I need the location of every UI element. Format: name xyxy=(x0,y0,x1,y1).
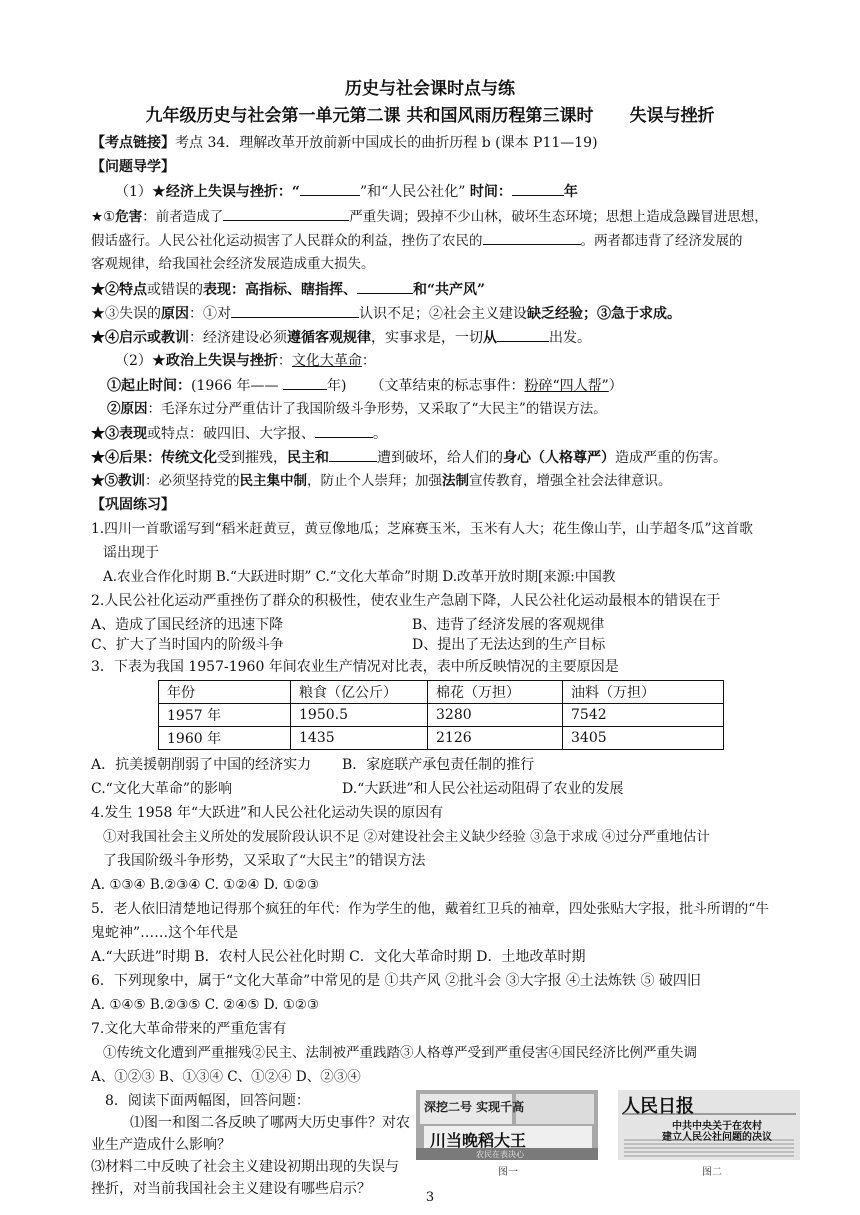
lesson-label: ★④启示或教训 xyxy=(91,330,189,346)
period-line xyxy=(107,375,623,396)
econ-heading: 经济上失误与挫折： xyxy=(165,184,292,200)
harm-line xyxy=(91,206,768,227)
kaodian-line xyxy=(91,133,598,153)
cause-label: 原因 xyxy=(161,306,189,322)
consequence-text-d: 身心（人格尊严） xyxy=(503,450,615,466)
period-start: (1966 年—— xyxy=(191,378,279,394)
q8-part2-a: ⑶材料二中反映了社会主义建设初期出现的失误与 xyxy=(91,1159,399,1175)
q3-option-c: C.“文化大革命”的影响 xyxy=(91,781,232,797)
q3-option-a: A．抗美援朝削弱了中国的经济实力 xyxy=(91,757,312,773)
q8-part1-a: ⑴图一和图二各反映了哪两大历史事件？对农 xyxy=(130,1115,410,1131)
reason-line xyxy=(107,399,607,419)
q2-option-d: D、提出了无法达到的生产目标 xyxy=(412,637,606,653)
lesson-text-d: 从 xyxy=(483,330,497,346)
table-cell: 3280 xyxy=(428,704,563,727)
cause-line xyxy=(91,303,681,324)
econ-quote-open: “ xyxy=(291,184,300,200)
blank-field[interactable] xyxy=(512,181,564,196)
lesson2-text-e: 宣传教育，增强全社会法律意识。 xyxy=(469,473,672,489)
table-header-cell: 油料（万担） xyxy=(563,681,724,704)
blank-field[interactable] xyxy=(223,206,349,221)
manifest-end: 。 xyxy=(373,426,387,442)
period-note: （文革结束的标志事件： xyxy=(370,378,525,394)
table-header-cell: 年份 xyxy=(159,681,291,704)
politics-colon: ： xyxy=(277,353,292,369)
figure-two-newspaper xyxy=(618,1090,800,1160)
lesson-text-c: ，实事求是，一切 xyxy=(371,330,483,346)
cause-star: ★③失误的 xyxy=(91,306,161,322)
feature-text: 表现：高指标、瞎指挥、 xyxy=(203,282,357,298)
lesson-text-a: ：经济建设必须 xyxy=(189,330,287,346)
blank-field[interactable] xyxy=(497,327,549,342)
consequence-label: ★④后果：传统文化 xyxy=(91,450,217,466)
table-cell: 1960 年 xyxy=(159,727,291,750)
period-label: ①起止时间： xyxy=(107,378,191,394)
period-end: 年) xyxy=(327,378,347,394)
blank-field[interactable] xyxy=(483,230,581,245)
blank-field[interactable] xyxy=(357,279,413,294)
feature-line xyxy=(91,279,485,300)
econ-time-label: 时间： xyxy=(469,184,512,200)
period-close: ） xyxy=(608,378,623,394)
harm-text-d: 。两者都违背了经济发展的 xyxy=(580,233,743,249)
figure-one-banner-a: 深挖二号 实现千高 xyxy=(424,1100,525,1114)
q4-stem: 4.发生 1958 年“大跃进”和人民公社化运动失误的原因有 xyxy=(91,805,444,821)
page-number: 3 xyxy=(425,1190,435,1205)
blank-field[interactable] xyxy=(231,303,359,318)
q8-part2-b: 挫折，对当前我国社会主义建设有哪些启示？ xyxy=(91,1181,371,1197)
table-header-cell: 粮食（亿公斤） xyxy=(291,681,428,704)
blank-field[interactable] xyxy=(300,181,360,196)
figure-one-banner-b: 川当晚稻大王 xyxy=(430,1131,527,1150)
kaodian-text: 考点 34．理解改革开放前新中国成长的曲折历程 b (课本 P11—19) xyxy=(175,135,598,151)
q2-option-a: A、造成了国民经济的迅速下降 xyxy=(91,617,284,633)
politics-section-heading xyxy=(115,351,376,371)
harm-text-a: ：前者造成了 xyxy=(142,209,224,225)
econ-quote-rest: ”和“人民公社化” xyxy=(359,184,470,200)
reason-label: ②原因 xyxy=(107,401,148,417)
lesson2-text-c: ，防止个人崇拜；加强 xyxy=(307,473,442,489)
q1-stem: 1.四川一首歌谣写到“稻米赶黄豆，黄豆像地瓜；芝麻赛玉米，玉米有人大；花生像山芋，山芋超冬瓜”这首歌 xyxy=(91,521,753,537)
q4-item-1: ①对我国社会主义所处的发展阶段认识不足 ②对建设社会主义缺少经验 ③急于求成 ④过分严重地估计 xyxy=(103,829,710,845)
q3-stem: 3．下表为我国 1957-1960 年间农业生产情况对比表，表中所反映情况的主要原因是 xyxy=(91,659,619,675)
consequence-text-c: 遭到破坏，给人们的 xyxy=(377,450,503,466)
lesson-text-b: 遵循客观规律 xyxy=(287,330,371,346)
lesson-title-main: 九年级历史与社会第一单元第二课 共和国风雨历程第三课时 xyxy=(145,106,594,126)
harm-text-c: 假话盛行。人民公社化运动损害了人民群众的利益，挫伤了农民的 xyxy=(91,233,483,249)
table-header-row xyxy=(159,681,724,704)
wenti-label: 【问题导学】 xyxy=(91,159,175,175)
table-cell: 1957 年 xyxy=(159,704,291,727)
q8-stem: 8．阅读下面两幅图，回答问题： xyxy=(105,1093,310,1109)
manifest-text: 或特点：破四旧、大字报、 xyxy=(147,426,315,442)
consequence-text-a: 受到摧残， xyxy=(217,450,287,466)
harm-text-b: 严重失调；毁掉不少山林，破坏生态环境；思想上造成急躁冒进思想， xyxy=(349,209,768,225)
practice-label: 【巩固练习】 xyxy=(91,497,175,513)
period-event: 粉碎“四人帮” xyxy=(524,378,609,394)
q4-item-2: 了我国阶级斗争形势，又采取了“大民主”的错误方法 xyxy=(103,853,426,869)
harm-line-2 xyxy=(91,230,743,251)
q5-options: A.“大跃进”时期 B．农村人民公社化时期 C．文化大革命时期 D．土地改革时期 xyxy=(91,949,586,965)
table-cell: 1435 xyxy=(291,727,428,750)
harm-label: 危害 xyxy=(115,209,143,225)
q2-stem: 2.人民公社化运动严重挫伤了群众的积极性，使农业生产急剧下降，人民公社化运动最根本的错误在于 xyxy=(91,593,721,609)
harm-line-3: 客观规律，给我国社会经济发展造成重大损失。 xyxy=(91,256,375,272)
manifest-label: ★③表现 xyxy=(91,426,147,442)
feature-label: ★②特点 xyxy=(91,282,147,298)
page-title: 历史与社会课时点与练 xyxy=(345,79,515,99)
q2-option-b: B、违背了经济发展的客观规律 xyxy=(412,617,605,633)
feature-mid: 或错误的 xyxy=(147,282,203,298)
manifest-line xyxy=(91,423,387,444)
q6-stem: 6．下列现象中，属于“文化大革命”中常见的是 ①共产风 ②批斗会 ③大字报 ④土法炼铁 ⑤ 破四旧 xyxy=(91,973,701,989)
blank-field[interactable] xyxy=(329,447,377,462)
econ-prefix: （1）★ xyxy=(115,184,166,200)
q3-option-d: D.“大跃进”和人民公社运动阻碍了农业的发展 xyxy=(342,781,624,797)
consequence-line xyxy=(91,447,727,468)
politics-prefix: （2）★ xyxy=(115,353,166,369)
figure-one-label: 图一 xyxy=(498,1167,518,1178)
table-cell: 3405 xyxy=(563,727,724,750)
q7-items: ①传统文化遭到严重摧残②民主、法制被严重践踏③人格尊严受到严重侵害④国民经济比例严重失调 xyxy=(103,1045,697,1061)
politics-topic: 文化大革命 xyxy=(291,353,362,369)
figure-one-photo xyxy=(416,1090,598,1160)
table-header-cell: 棉花（万担） xyxy=(428,681,563,704)
table-cell: 1950.5 xyxy=(291,704,428,727)
q1-options: A.农业合作化时期 B.“大跃进时期” C.“文化大革命”时期 D.改革开放时期[来源:中国教 xyxy=(103,569,616,585)
consequence-text-e: 造成严重的伤害。 xyxy=(615,450,727,466)
figure-two-label: 图二 xyxy=(702,1167,722,1178)
lesson2-line xyxy=(91,471,672,491)
lesson-text-e: 出发。 xyxy=(549,330,591,346)
lesson-line xyxy=(91,327,591,348)
q8-part1-b: 业生产造成什么影响？ xyxy=(91,1137,231,1153)
q5-stem: 5．老人依旧清楚地记得那个疯狂的年代：作为学生的他，戴着红卫兵的袖章，四处张贴大字报，批斗所谓的“牛 xyxy=(91,901,770,917)
feature-end: 和“共产风” xyxy=(413,282,486,298)
cause-text-c: 缺乏经验；③急于求成。 xyxy=(527,306,681,322)
cause-text-a: ：①对 xyxy=(189,306,231,322)
politics-heading: 政治上失误与挫折 xyxy=(165,353,278,369)
table-row xyxy=(159,727,724,750)
lesson2-text-b: 民主集中制 xyxy=(239,473,307,489)
lesson2-label: ★⑤教训 xyxy=(91,473,145,489)
figure-two-headline-a: 中共中央关于在农村 xyxy=(672,1121,762,1132)
lesson2-text-a: ：必须坚持党的 xyxy=(145,473,240,489)
blank-field[interactable] xyxy=(283,375,327,390)
q2-option-c: C、扩大了当时国内的阶级斗争 xyxy=(91,637,284,653)
q5-stem-2: 鬼蛇神”……这个年代是 xyxy=(91,925,239,941)
q3-option-b: B．家庭联产承包责任制的推行 xyxy=(342,757,535,773)
lesson-title xyxy=(0,101,860,126)
q4-options: A. ①③④ B.②③④ C. ①②④ D. ①②③ xyxy=(91,877,320,893)
table-cell: 7542 xyxy=(563,704,724,727)
lesson-title-topic: 失误与挫折 xyxy=(629,106,715,126)
harm-star: ★① xyxy=(91,209,116,225)
econ-section-heading xyxy=(115,181,578,202)
politics-end: ： xyxy=(361,353,376,369)
q6-options: A. ①④⑤ B.②③⑤ C. ②④⑤ D. ①②③ xyxy=(91,997,320,1013)
table-row xyxy=(159,704,724,727)
figure-two-masthead: 人民日报 xyxy=(622,1096,694,1117)
q7-options: A、①②③ B、①③④ C、①②④ D、②③④ xyxy=(91,1069,361,1085)
figure-two-headline-b: 建立人民公社问题的决议 xyxy=(662,1132,772,1143)
cause-text-b: 认识不足；②社会主义建设 xyxy=(359,306,527,322)
consequence-text-b: 民主和 xyxy=(287,450,329,466)
blank-field[interactable] xyxy=(315,423,373,438)
q7-stem: 7.文化大革命带来的严重危害有 xyxy=(91,1021,287,1037)
lesson2-text-d: 法制 xyxy=(442,473,469,489)
q1-stem-2: 谣出现于 xyxy=(103,545,159,561)
table-cell: 2126 xyxy=(428,727,563,750)
reason-text: ：毛泽东过分严重估计了我国阶级斗争形势，又采取了“大民主”的错误方法。 xyxy=(147,401,607,417)
production-table xyxy=(158,680,724,750)
figure-one-caption: 农民在表决心 xyxy=(476,1150,524,1159)
kaodian-label: 【考点链接】 xyxy=(91,135,175,151)
econ-year-label: 年 xyxy=(563,184,578,200)
